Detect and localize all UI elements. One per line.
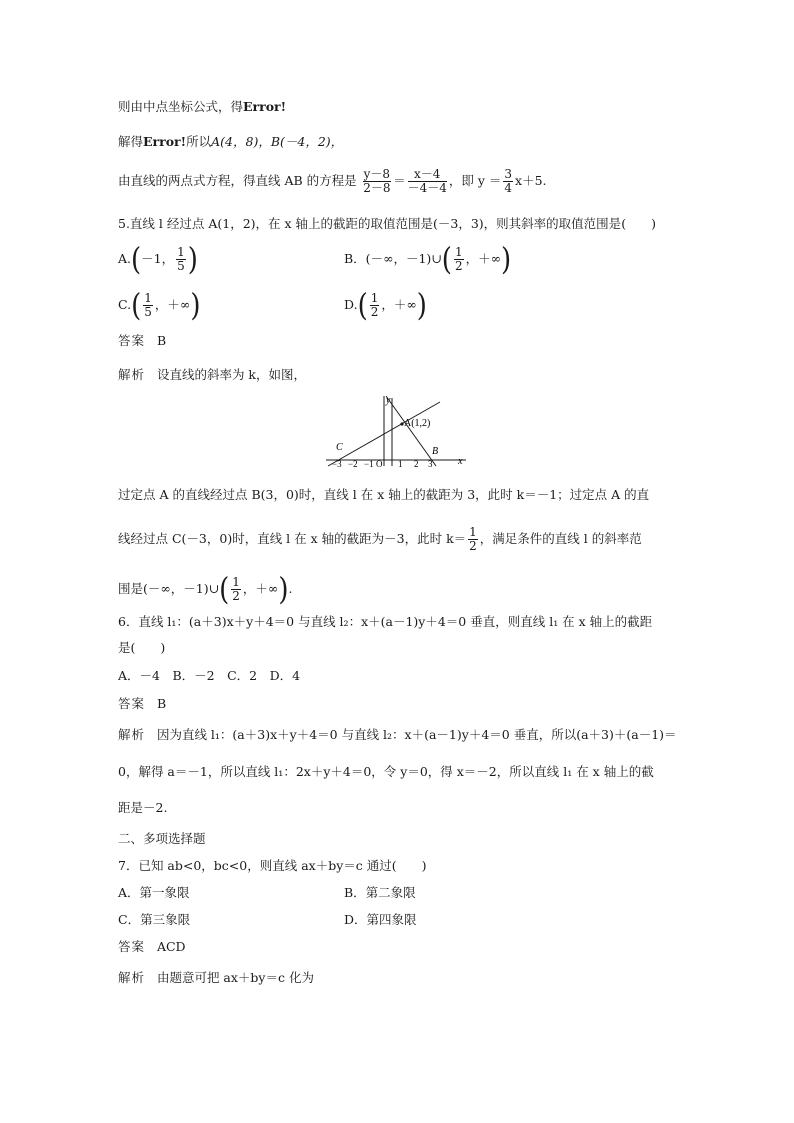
denominator: 2: [370, 305, 379, 319]
question-text: 6．直线 l₁：(a＋3)x＋y＋4＝0 与直线 l₂：x＋(a－1)y＋4＝0 垂直，则直线 l₁ 在 x 轴上的截距: [118, 614, 653, 629]
fraction: [408, 168, 447, 195]
y-label: y: [386, 395, 391, 406]
fraction: [370, 292, 380, 319]
question-text: 是( ): [118, 640, 166, 655]
answer-label: 答案: [118, 333, 146, 348]
option-label: B．(－∞，－1)∪: [344, 251, 442, 266]
text-line-two-point-form: [118, 168, 547, 195]
tick-label: −3: [332, 459, 342, 468]
question-6-cont: [118, 640, 165, 656]
text: .: [288, 581, 293, 596]
denominator: 2: [232, 589, 240, 603]
equals: ＝: [393, 173, 406, 188]
analysis-paragraph-1: [118, 487, 649, 503]
denominator: 5: [177, 259, 185, 273]
denominator: －4－4: [407, 181, 447, 195]
answer-6: [118, 696, 166, 712]
answer-5: [118, 333, 166, 349]
text: x＋5.: [515, 173, 547, 188]
option-label: D.: [344, 297, 358, 312]
text: 过定点 A 的直线经过点 B(3，0)时，直线 l 在 x 轴上的截距为 3，此时 k＝－1；过定点 A 的直: [118, 487, 650, 502]
option-5d: [344, 287, 427, 324]
coordinate-figure: [322, 392, 472, 468]
analysis-7: [118, 970, 314, 986]
analysis-paragraph-3: [118, 571, 293, 608]
option-5b: [344, 241, 512, 278]
numerator: 1: [469, 525, 477, 539]
paren: (: [131, 241, 142, 278]
numerator: 1: [454, 245, 463, 259]
paren: ): [416, 287, 427, 324]
paren: ): [278, 571, 289, 608]
text: ，＋∞: [381, 297, 417, 312]
fraction: [503, 168, 513, 195]
numerator: y－8: [363, 167, 391, 181]
text: 解得: [118, 134, 144, 149]
question-5: [118, 216, 656, 232]
fraction: [468, 526, 478, 553]
numerator: 3: [504, 167, 513, 181]
points-text: A(4，8)，B(－4，2)，: [211, 134, 344, 149]
point-b-label: B: [432, 446, 439, 457]
paren: (: [441, 241, 452, 278]
analysis-6-line2: [118, 764, 654, 780]
paren: (: [131, 287, 142, 324]
tick-label: −2: [348, 459, 358, 468]
text-line-midpoint: [118, 99, 286, 115]
text: ，＋∞: [242, 581, 279, 596]
question-text: 7．已知 ab<0，bc<0，则直线 ax＋by＝c 通过( ): [118, 858, 427, 873]
fraction: [231, 576, 241, 603]
analysis-6: [118, 727, 677, 743]
option-7c: [118, 912, 190, 928]
tick-label: 2: [414, 459, 419, 468]
numerator: 1: [177, 245, 185, 259]
fraction: [176, 246, 186, 273]
answer-value: ACD: [156, 939, 186, 954]
answer-label: 答案: [118, 939, 146, 954]
question-7: [118, 858, 427, 874]
option-text: A．第一象限: [118, 885, 190, 900]
text: 线经过点 C(－3，0)时，直线 l 在 x 轴的截距为－3，此时 k＝: [118, 531, 467, 546]
option-text: C．第三象限: [118, 912, 191, 927]
denominator: 4: [504, 181, 513, 195]
analysis-6-line3: [118, 800, 167, 816]
numerator: x－4: [408, 168, 447, 182]
text: 由直线的两点式方程，得直线 AB 的方程是: [118, 173, 357, 188]
fraction: [454, 246, 464, 273]
paren: ): [187, 241, 198, 278]
analysis-text: 距是－2.: [118, 800, 168, 815]
text: 围是(－∞，－1)∪: [118, 581, 220, 596]
analysis-label: 解析: [118, 970, 146, 985]
error-text: Error!: [243, 99, 287, 114]
answer-7: [118, 939, 186, 955]
option-text: B．第二象限: [344, 885, 416, 900]
analysis-text: 设直线的斜率为 k，如图，: [156, 367, 306, 382]
tick-label: −1: [364, 459, 374, 468]
analysis-text: 由题意可把 ax＋by＝c 化为: [156, 970, 314, 985]
analysis-5: [118, 367, 306, 383]
denominator: 2－8: [363, 181, 391, 195]
line-ab: [386, 396, 439, 466]
option-5a: [118, 241, 198, 278]
numerator: 1: [232, 575, 240, 589]
paren: ): [501, 241, 512, 278]
text: ，＋∞: [154, 297, 191, 312]
section-heading: [118, 831, 206, 847]
analysis-text: 因为直线 l₁：(a＋3)x＋y＋4＝0 与直线 l₂：x＋(a－1)y＋4＝0 垂直，所以(a＋3)＋(a－1)＝: [156, 727, 677, 742]
option-5c: [118, 287, 201, 324]
option-label: A.: [118, 251, 132, 266]
text: ，即 y ＝: [448, 173, 502, 188]
paren: ): [190, 287, 201, 324]
section-title: 二、多项选择题: [118, 831, 206, 846]
answer-label: 答案: [118, 696, 146, 711]
x-label: x: [458, 456, 463, 467]
text-line-solve: [118, 134, 343, 150]
text: 则由中点坐标公式，得: [118, 99, 244, 114]
question-6-options: [118, 668, 300, 684]
text: ，满足条件的直线 l 的斜率范: [479, 531, 642, 546]
tick-label: 1: [398, 459, 403, 468]
denominator: 2: [469, 539, 477, 553]
point-c-label: C: [336, 442, 343, 453]
option-7d: [344, 912, 417, 928]
origin-label: O: [376, 459, 383, 468]
question-6: [118, 614, 652, 630]
paren: (: [357, 287, 368, 324]
error-text: Error!: [143, 134, 187, 149]
analysis-label: 解析: [118, 367, 146, 382]
analysis-paragraph-2: [118, 526, 642, 553]
question-text: 5.直线 l 经过点 A(1，2)，在 x 轴上的截距的取值范围是(－3，3)，则其斜率的取值范围是( ): [118, 216, 656, 231]
paren: (: [219, 571, 230, 608]
tick-label: 3: [428, 459, 433, 468]
answer-value: B: [156, 333, 167, 348]
fraction: [363, 168, 391, 195]
fraction: [143, 292, 153, 319]
options-text: A．－4 B．－2 C．2 D．4: [118, 668, 301, 683]
option-text: D．第四象限: [344, 912, 417, 927]
option-7a: [118, 885, 190, 901]
point-a-label: A(1,2): [404, 418, 431, 429]
analysis-label: 解析: [118, 727, 146, 742]
text: ，＋∞: [465, 251, 501, 266]
denominator: 2: [454, 259, 463, 273]
analysis-text: 0，解得 a＝－1，所以直线 l₁：2x＋y＋4＝0，令 y＝0，得 x＝－2，所以直线 l₁ 在 x 轴上的截: [118, 764, 654, 779]
text: －1，: [141, 251, 175, 266]
option-label: C.: [118, 297, 132, 312]
option-7b: [344, 885, 416, 901]
numerator: 1: [144, 291, 152, 305]
denominator: 5: [144, 305, 152, 319]
answer-value: B: [156, 696, 167, 711]
text: 所以: [186, 134, 212, 149]
numerator: 1: [370, 291, 379, 305]
